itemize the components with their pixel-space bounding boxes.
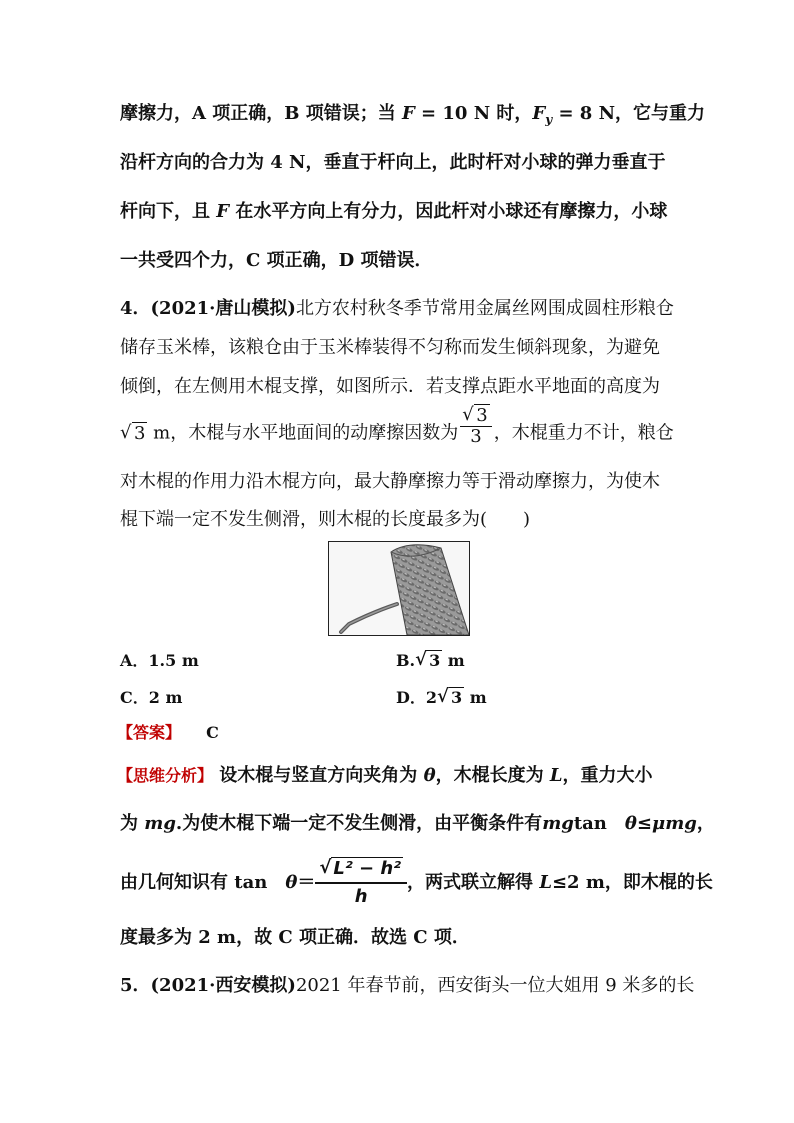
analysis-line-3: 由几何知识有 tan θ＝ √ L² − h² h，两式联立解得 L≤2 m，即木棍的长	[120, 856, 713, 910]
question-4-line-4: √ 3 m，木棍与水平地面间的动摩擦因数为 √ 3 3 ，木棍重力不计，粮仓	[120, 404, 674, 447]
analysis-line-1: 【思维分析】 设木棍与竖直方向夹角为 θ，木棍长度为 L，重力大小	[117, 765, 653, 786]
option-a[interactable]: A．1.5 m	[120, 651, 199, 670]
sqrt-3: √ 3	[120, 421, 146, 444]
question-4-line-1: 4．(2021·唐山模拟)北方农村秋冬季节常用金属丝网围成圆柱形粮仓	[120, 298, 674, 319]
question-4-line-5: 对木棍的作用力沿木棍方向，最大静摩擦力等于滑动摩擦力，为使木	[120, 471, 660, 492]
option-b[interactable]: B. √ 3 m	[396, 649, 465, 670]
question-5-line-1: 5．(2021·西安模拟)2021 年春节前，西安街头一位大姐用 9 米多的长	[120, 975, 695, 996]
prev-explanation-line-3: 杆向下，且 F 在水平方向上有分力，因此杆对小球还有摩擦力，小球	[120, 201, 668, 222]
analysis-line-4: 度最多为 2 m，故 C 项正确．故选 C 项．	[120, 927, 470, 948]
sqrt3-over-3-fraction: √ 3 3	[460, 406, 491, 447]
question-4-line-2: 储存玉米棒，该粮仓由于玉米棒装得不匀称而发生倾斜现象，为避免	[120, 337, 660, 358]
granary-figure	[328, 541, 470, 636]
answer-label: 【答案】	[117, 723, 182, 742]
question-4-line-3: 倾倒，在左侧用木棍支撑，如图所示．若支撑点距水平地面的高度为	[120, 376, 660, 397]
option-d[interactable]: D．2 √ 3 m	[396, 686, 487, 707]
prev-explanation-line-4: 一共受四个力，C 项正确，D 项错误．	[120, 250, 433, 271]
tan-theta-fraction: √ L² − h² h	[315, 856, 407, 910]
analysis-line-2: 为 mg.为使木棍下端一定不发生侧滑，由平衡条件有mgtan θ≤μmg，	[120, 813, 715, 834]
option-c[interactable]: C．2 m	[120, 688, 183, 707]
answer-line	[117, 721, 219, 745]
prev-explanation-line-1: 摩擦力，A 项正确，B 项错误；当 F = 10 N 时，$F_y = 8$ N，它与重力	[120, 103, 706, 127]
granary-illustration	[329, 542, 469, 635]
question-4-line-6: 棍下端一定不发生侧滑，则木棍的长度最多为( )	[120, 509, 531, 530]
answer-value: C	[206, 723, 219, 742]
analysis-label: 【思维分析】	[117, 766, 214, 785]
prev-explanation-line-2: 沿杆方向的合力为 4 N，垂直于杆向上，此时杆对小球的弹力垂直于	[120, 152, 666, 173]
